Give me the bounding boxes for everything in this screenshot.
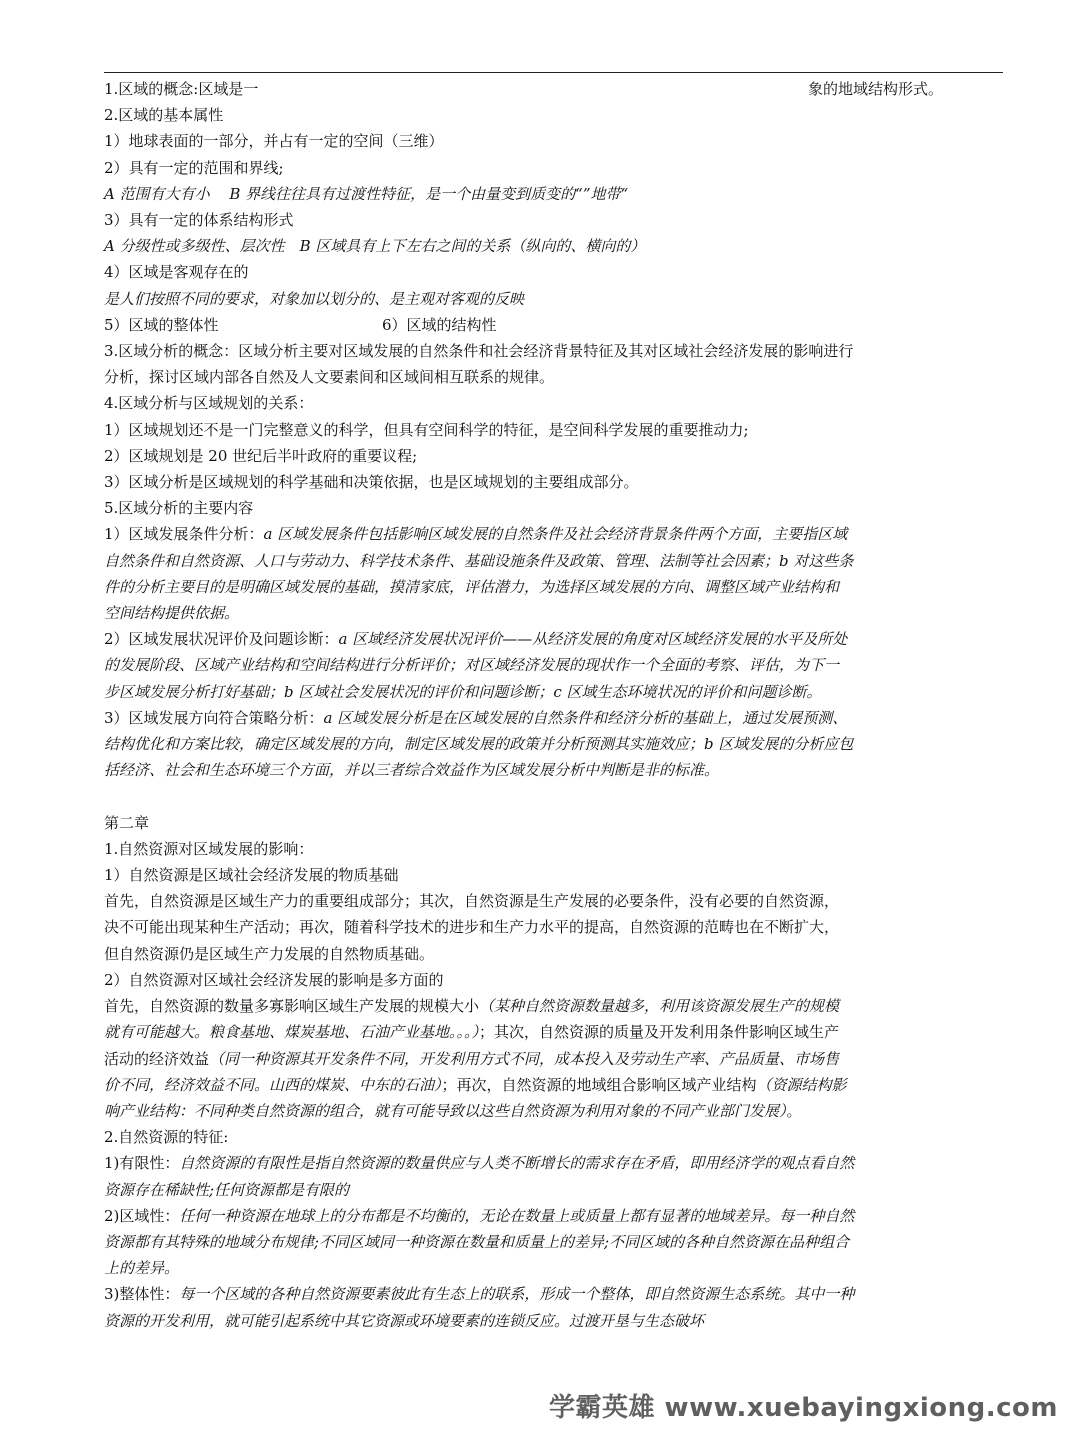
text-line: 2.自然资源的特征: [104,1128,229,1147]
line-text: a 区域经济发展状况评价——从经济发展的角度对区域经济发展的水平及所处 [338,630,848,649]
text-line: 5.区域分析的主要内容 [104,499,254,518]
watermark-footer: 学霸英雄 www.xuebayingxiong.com [549,1393,1058,1423]
line-text: 5）区域的整体性 [104,315,219,334]
text-line: 自然条件和自然资源、人口与劳动力、科学技术条件、基础设施条件及政策、管理、法制等社会因素；b 对这些条 [104,551,854,570]
text-line: 3）区域分析是区域规划的科学基础和决策依据，也是区域规划的主要组成部分。 [104,473,639,492]
text-line: 1.自然资源对区域发展的影响： [104,839,314,858]
line-text: 6）区域的结构性 [382,315,497,334]
chapter-heading: 第二章 [104,813,150,832]
text-line: 但自然资源仍是区域生产力发展的自然物质基础。 [104,944,435,963]
line-text: 象的地域结构形式。 [808,80,944,98]
line-text: 1）区域发展条件分析： [104,525,264,544]
text-line: 3）具有一定的体系结构形式 [104,211,294,230]
text-line [104,626,1003,652]
text-line: 结构优化和方案比较，确定区域发展的方向，制定区域发展的政策并分析预测其实施效应；b 区域发展的分析应包 [104,735,854,754]
text-line [104,1150,1003,1176]
line-text: 价不同，经济效益不同。山西的煤炭、中东的石油） [104,1075,442,1094]
text-line: 2）区域规划是 20 世纪后半叶政府的重要议程; [104,446,418,465]
line-text: 2）区域发展状况评价及问题诊断： [104,630,339,649]
text-line: 上的差异。 [104,1259,180,1278]
line-text: （某种自然资源数量越多，利用该资源发展生产的规模 [479,997,840,1016]
blank-line [104,783,1003,809]
text-line: 步区域发展分析打好基础；b 区域社会发展状况的评价和问题诊断；c 区域生态环境状况的评价和问题诊断。 [104,682,822,701]
text-line: 2）自然资源对区域社会经济发展的影响是多方面的 [104,970,444,989]
text-line: 2.区域的基本属性 [104,106,224,125]
text-line [104,1046,1003,1072]
line-text: 1.区域的概念:区域是一 [104,80,259,98]
line-text: 1)有限性： [104,1154,180,1173]
text-line: 决不可能出现某种生产活动；再次，随着科学技术的进步和生产力水平的提高，自然资源的范畴也在不断扩大， [104,918,840,937]
text-line: 资源的开发利用，就可能引起系统中其它资源或环境要素的连锁反应。过渡开垦与生态破坏 [104,1311,705,1330]
text-line [104,1072,1003,1098]
text-line: 1）自然资源是区域社会经济发展的物质基础 [104,866,399,885]
line-text: （资源结构影 [756,1075,847,1094]
text-line [104,1203,1003,1229]
text-line [104,521,1003,547]
text-line [104,312,1003,338]
text-line [104,76,1003,102]
text-line: 分析，探讨区域内部各自然及人文要素间和区域间相互联系的规律。 [104,368,555,387]
text-line: 3.区域分析的概念：区域分析主要对区域发展的自然条件和社会经济背景特征及其对区域社会经济发展的影响进行 [104,342,854,361]
text-line: 资源存在稀缺性;任何资源都是有限的 [104,1180,350,1199]
text-line: A 范围有大有小 B 界线往往具有过渡性特征，是一个由量变到质变的“”地带“ [104,184,629,203]
text-line: 首先，自然资源是区域生产力的重要组成部分；其次，自然资源是生产发展的必要条件，没有必要的自然资源， [104,892,840,911]
text-line: 4.区域分析与区域规划的关系： [104,394,314,413]
text-line: 资源都有其特殊的地域分布规律;不同区域同一种资源在数量和质量上的差异;不同区域的各种自然资源在品种组合 [104,1232,850,1251]
text-line: 空间结构提供依据。 [104,604,240,623]
line-text: 自然资源的有限性是指自然资源的数量供应与人类不断增长的需求存在矛盾，即用经济学的观点看自然 [179,1154,855,1173]
text-line [104,1019,1003,1045]
text-line: 4）区域是客观存在的 [104,263,249,282]
line-text: 就有可能越大。粮食基地、煤炭基地、石油产业基地。。。） [104,1023,480,1042]
line-text: ；其次，自然资源的质量及开发利用条件影响区域生产 [479,1023,840,1042]
document-body [104,76,1003,1334]
line-text: 3）区域发展方向符合策略分析： [104,708,324,727]
line-text: 3)整体性： [104,1285,180,1304]
line-text: （同一种资源其开发条件不同，开发利用方式不同，成本投入及劳动生产率、产品质量、市场售 [209,1049,840,1068]
text-line: A 分级性或多级性、层次性 B 区域具有上下左右之间的关系（纵向的、横向的） [104,237,646,256]
line-text: 2)区域性： [104,1206,180,1225]
line-text: ；再次，自然资源的地域组合影响区域产业结构 [441,1075,757,1094]
line-text: 每一个区域的各种自然资源要素彼此有生态上的联系，形成一个整体，即自然资源生态系统。其中一种 [179,1285,855,1304]
text-line: 2）具有一定的范围和界线; [104,158,284,177]
text-line [104,1098,1003,1124]
top-rule [104,72,1003,73]
line-text: 响产业结构：不同种类自然资源的组合，就有可能导致以这些自然资源为利用对象的不同产业部门发展） [104,1101,787,1120]
line-text: 活动的经济效益 [104,1049,210,1068]
text-line: 1）地球表面的一部分，并占有一定的空间（三维） [104,132,444,151]
text-line [104,993,1003,1019]
line-text: a 区域发展分析是在区域发展的自然条件和经济分析的基础上，通过发展预测、 [323,708,848,727]
line-text: 。 [786,1101,802,1120]
line-text: 首先，自然资源的数量多寡影响区域生产发展的规模大小 [104,997,480,1016]
line-text: 任何一种资源在地球上的分布都是不均衡的，无论在数量上或质量上都有显著的地域差异。每一种自然 [179,1206,855,1225]
text-line: 1）区域规划还不是一门完整意义的科学，但具有空间科学的特征，是空间科学发展的重要推动力; [104,420,749,439]
text-line: 的发展阶段、区域产业结构和空间结构进行分析评价；对区域经济发展的现状作一个全面的考察、评估，为下一 [104,656,840,675]
text-line [104,705,1003,731]
text-line: 件的分析主要目的是明确区域发展的基础，摸清家底，评估潜力，为选择区域发展的方向、调整区域产业结构和 [104,577,840,596]
text-line: 是人们按照不同的要求，对象加以划分的、是主观对客观的反映 [104,289,525,308]
text-line: 括经济、社会和生态环境三个方面，并以三者综合效益作为区域发展分析中判断是非的标准。 [104,761,720,780]
line-text: a 区域发展条件包括影响区域发展的自然条件及社会经济背景条件两个方面，主要指区域 [263,525,848,544]
text-line [104,1281,1003,1307]
